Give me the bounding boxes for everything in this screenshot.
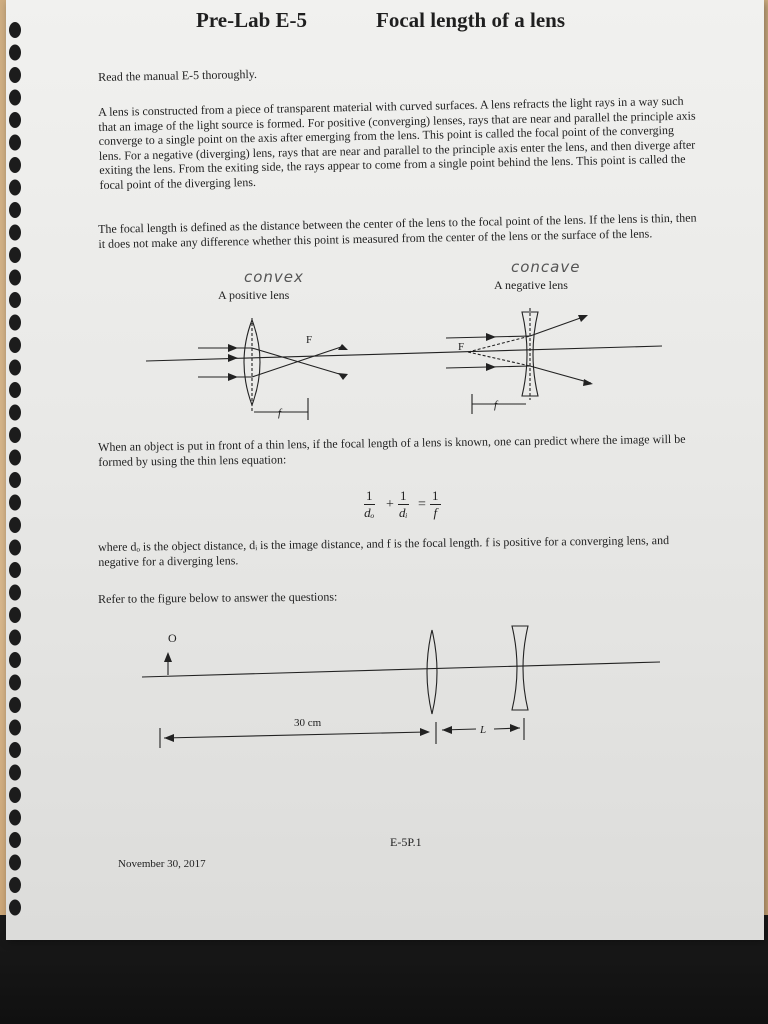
principal-axis-bottom	[142, 662, 660, 677]
figure-convex-lens	[427, 630, 437, 714]
arrowhead-icon	[228, 344, 238, 352]
arrowhead-icon	[583, 379, 593, 386]
numerator: 1	[400, 488, 407, 503]
L-label: L	[480, 724, 487, 736]
object-label: O	[168, 631, 177, 645]
arrowhead-icon	[510, 724, 520, 732]
distance-label: 30 cm	[294, 717, 322, 729]
paragraph-lens-description: A lens is constructed from a piece of transparent material with curved surfaces. A lens refracts the light rays in a way such that an image of the light source is formed. For positive (converging) lenses, rays that are near and parallel the principle axis converge to a single point on the axis after emerging from the lens. This point is called the focal point of the converging lens. For a negative (diverging) lens, rays that are near and parallel to the principle axis enter the lens, and then diverge after exiting the lens. From the exiting side, the rays appear to come from a single point behind the lens. This point is called the focal point of the diverging lens.	[98, 93, 696, 192]
positive-lens-diagram	[146, 318, 662, 420]
fraction-1-over-di	[398, 488, 409, 521]
worksheet-page	[6, 0, 764, 940]
arrowhead-icon	[164, 734, 174, 742]
denominator-do: dₒ	[364, 505, 375, 520]
numerator: 1	[432, 488, 439, 503]
object-arrowhead-icon	[164, 652, 172, 662]
arrowhead-icon	[228, 373, 238, 381]
neg-ray-2-out	[530, 366, 591, 383]
equals-sign: =	[418, 497, 426, 512]
handwritten-concave: concave	[511, 258, 581, 276]
focal-point-label-positive: F	[306, 334, 313, 346]
ray-3-out	[252, 346, 344, 377]
arrowhead-icon	[578, 315, 588, 322]
positive-lens-label: A positive lens	[218, 288, 290, 302]
distance-30cm-line	[164, 732, 426, 738]
negative-lens-diagram	[446, 308, 593, 414]
fraction-1-over-do	[364, 488, 375, 521]
f-label-positive: f	[278, 407, 282, 419]
convex-lens-shape	[244, 320, 260, 405]
fraction-1-over-f	[430, 488, 441, 521]
focal-point-label-negative: F	[458, 341, 465, 353]
handwritten-convex: convex	[244, 268, 304, 286]
plus-sign: +	[386, 497, 394, 512]
arrowhead-icon	[442, 726, 452, 734]
arrowhead-icon	[486, 333, 496, 341]
paragraph-thin-lens: When an object is put in front of a thin lens, if the focal length of a lens is known, one can predict where the image will be formed by using the thin lens equation:	[98, 431, 686, 469]
page-content	[6, 0, 764, 940]
thin-lens-equation	[362, 488, 452, 528]
f-label-negative: f	[494, 399, 498, 411]
denominator-di: dᵢ	[398, 505, 408, 520]
arrowhead-icon	[420, 728, 430, 736]
virtual-ray-2	[468, 352, 530, 366]
arrowhead-icon	[228, 354, 238, 362]
page-code: E-5P.1	[390, 835, 422, 849]
intro-text: Read the manual E-5 thoroughly.	[98, 66, 258, 84]
figure-concave-lens	[512, 626, 528, 710]
denominator-f: f	[433, 505, 438, 520]
figure-instruction: Refer to the figure below to answer the questions:	[98, 589, 338, 606]
paragraph-variables: where dₒ is the object distance, dᵢ is the image distance, and f is the focal length. f is positive for a converging lens, and negative for a diverging lens.	[98, 533, 670, 569]
prelab-heading: Pre-Lab E-5	[196, 8, 308, 32]
negative-lens-label: A negative lens	[494, 278, 568, 292]
neg-ray-1-out	[530, 316, 586, 336]
question-figure	[6, 600, 764, 760]
numerator: 1	[366, 488, 373, 503]
lens-diagrams	[6, 0, 764, 940]
page-title: Focal length of a lens	[376, 8, 565, 32]
page-date: November 30, 2017	[118, 858, 206, 870]
paragraph-focal-length: The focal length is defined as the distance between the center of the lens to the focal point of the lens. If the lens is thin, then it does not make any difference whether this point is measured from the center of the lens or the surface of the lens.	[98, 210, 697, 251]
arrowhead-icon	[486, 363, 496, 371]
arrowhead-icon	[338, 373, 348, 380]
